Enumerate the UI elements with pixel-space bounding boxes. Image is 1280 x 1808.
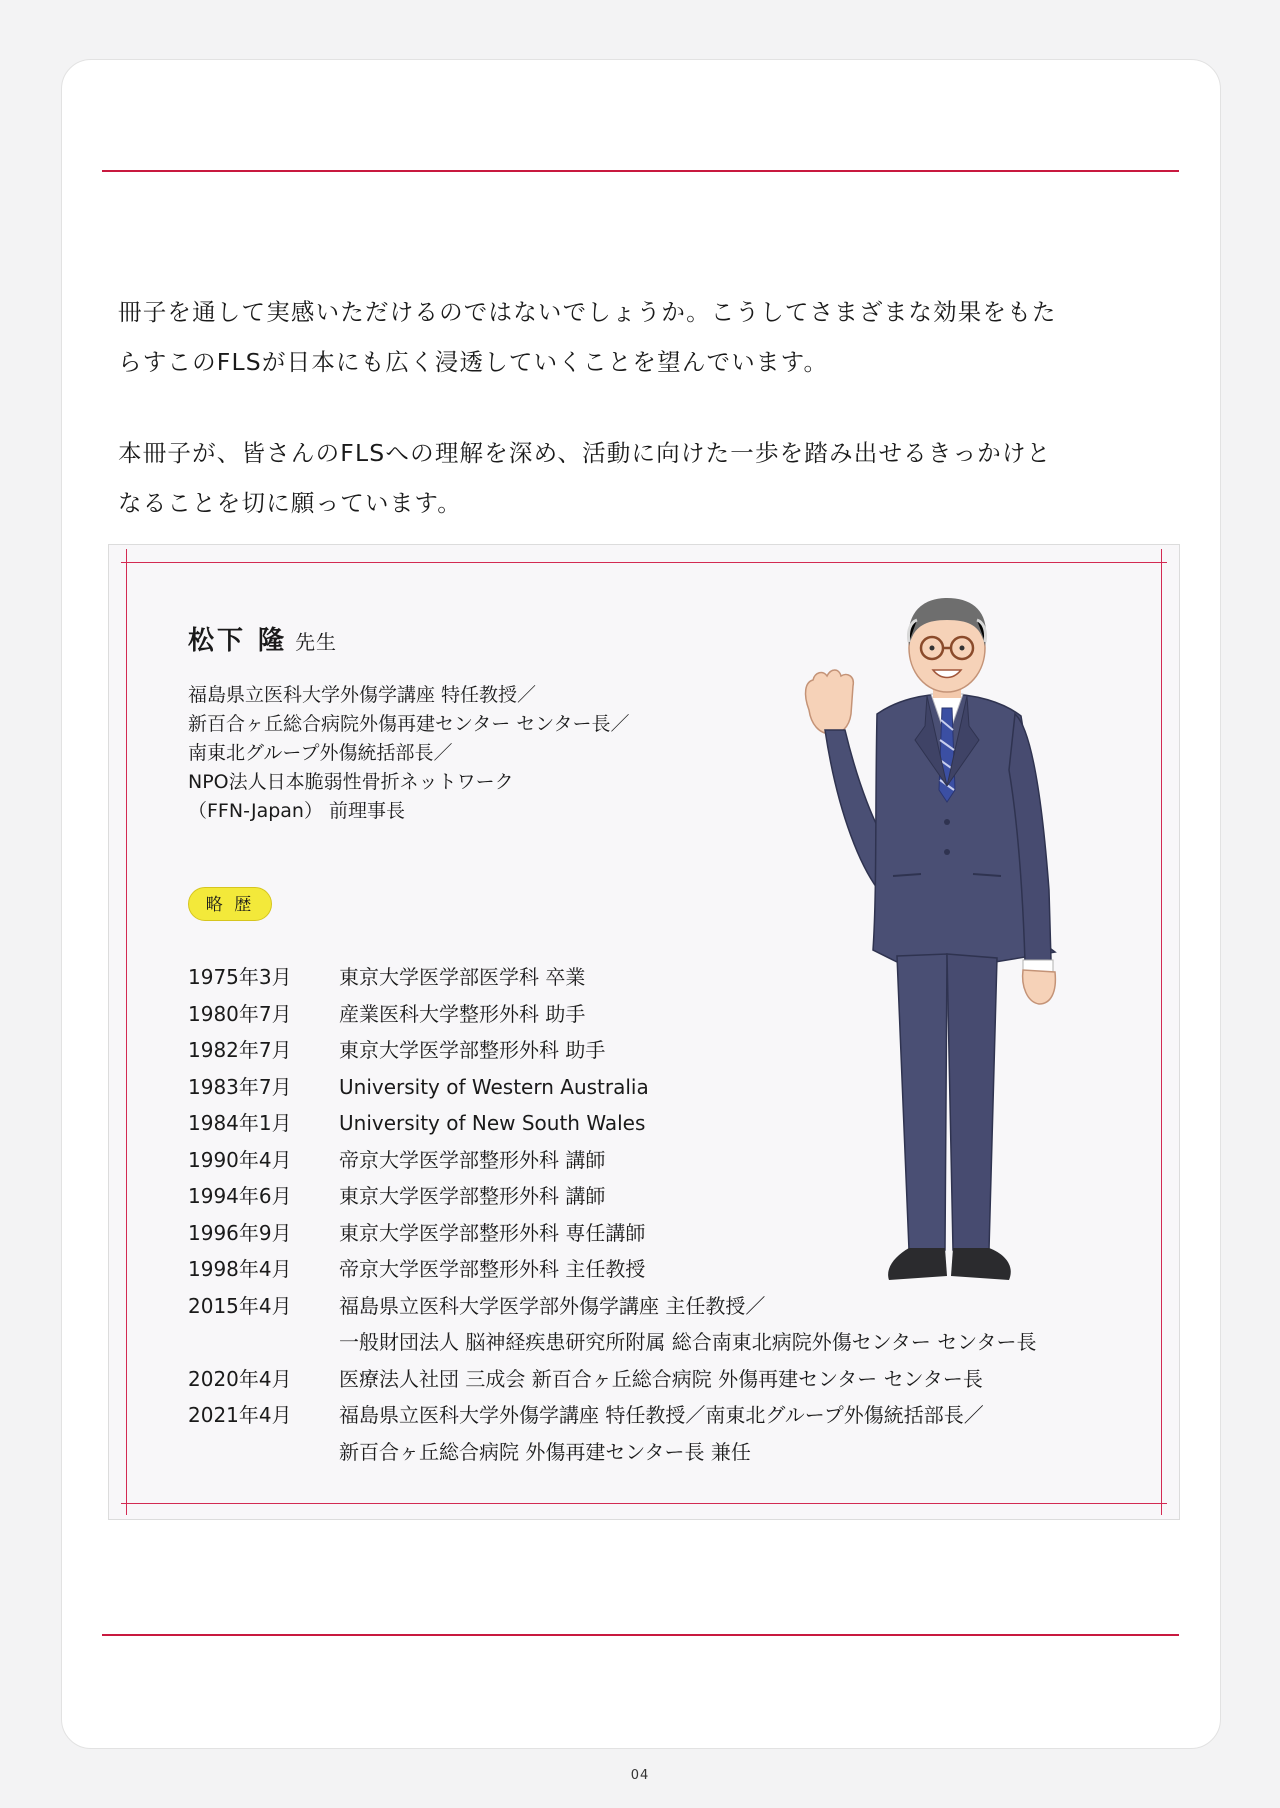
history-year: 1994年6月 bbox=[188, 1184, 292, 1208]
history-badge: 略 歴 bbox=[188, 887, 272, 921]
history-event: 福島県立医科大学医学部外傷学講座 主任教授／ bbox=[339, 1293, 766, 1318]
history-year: 1996年9月 bbox=[188, 1220, 292, 1245]
history-event: University of New South Wales bbox=[339, 1111, 646, 1135]
history-year: 1983年7月 bbox=[188, 1074, 292, 1099]
affiliation-list bbox=[188, 681, 630, 826]
affiliation-line: 新百合ヶ丘総合病院外傷再建センター センター長／ bbox=[188, 713, 630, 735]
history-year: 1980年7月 bbox=[188, 1001, 292, 1026]
history-event: 東京大学医学部医学科 卒業 bbox=[339, 965, 586, 989]
history-event: 東京大学医学部整形外科 専任講師 bbox=[339, 1220, 646, 1245]
top-rule bbox=[102, 170, 1179, 172]
history-event: 東京大学医学部整形外科 助手 bbox=[339, 1038, 606, 1062]
history-year: 1982年7月 bbox=[188, 1038, 292, 1062]
history-event: 一般財団法人 脳神経疾患研究所附属 総合南東北病院外傷センター センター長 bbox=[339, 1330, 1037, 1354]
bottom-rule bbox=[102, 1634, 1179, 1636]
crop-line bbox=[121, 1503, 1167, 1504]
intro-paragraph-1 bbox=[118, 287, 1178, 387]
doctor-illustration bbox=[797, 590, 1077, 1330]
history-event: 福島県立医科大学外傷学講座 特任教授／南東北グループ外傷統括部長／ bbox=[339, 1403, 984, 1427]
intro-line: 本冊子が、皆さんのFLSへの理解を深め、活動に向けた一歩を踏み出せるきっかけと bbox=[118, 439, 1052, 467]
history-event: 帝京大学医学部整形外科 講師 bbox=[339, 1147, 606, 1172]
affiliation-line: 福島県立医科大学外傷学講座 特任教授／ bbox=[188, 684, 537, 706]
history-year: 1998年4月 bbox=[188, 1257, 292, 1281]
history-event: University of Western Australia bbox=[339, 1074, 649, 1099]
page-number: 04 bbox=[630, 1768, 650, 1783]
history-event: 帝京大学医学部整形外科 主任教授 bbox=[339, 1257, 646, 1281]
history-event: 医療法人社団 三成会 新百合ヶ丘総合病院 外傷再建センター センター長 bbox=[339, 1366, 983, 1391]
history-year: 1990年4月 bbox=[188, 1147, 292, 1172]
profile-name bbox=[188, 620, 337, 657]
intro-line: なることを切に願っています。 bbox=[118, 489, 462, 517]
affiliation-line: NPO法人日本脆弱性骨折ネットワーク bbox=[188, 771, 514, 793]
raised-hand-icon bbox=[806, 670, 854, 734]
person-name: 松下 隆 bbox=[188, 626, 288, 656]
history-year: 2021年4月 bbox=[188, 1403, 292, 1427]
crop-line bbox=[1161, 549, 1162, 1515]
intro-line: らすこのFLSが日本にも広く浸透していくことを望んでいます。 bbox=[118, 348, 829, 376]
history-year: 1975年3月 bbox=[188, 965, 292, 989]
crop-line bbox=[126, 549, 127, 1515]
history-event: 産業医科大学整形外科 助手 bbox=[339, 1001, 586, 1026]
crop-line bbox=[121, 562, 1167, 563]
history-year: 1984年1月 bbox=[188, 1111, 292, 1135]
profile-box bbox=[108, 544, 1180, 1520]
history-year: 2020年4月 bbox=[188, 1366, 292, 1391]
honorific: 先生 bbox=[295, 630, 338, 654]
intro-paragraph-2 bbox=[118, 428, 1178, 528]
affiliation-line: 南東北グループ外傷統括部長／ bbox=[188, 742, 453, 764]
history-event: 新百合ヶ丘総合病院 外傷再建センター長 兼任 bbox=[339, 1439, 751, 1464]
affiliation-line: （FFN-Japan） 前理事長 bbox=[188, 800, 406, 822]
history-year: 2015年4月 bbox=[188, 1293, 292, 1318]
intro-line: 冊子を通して実感いただけるのではないでしょうか。こうしてさまざまな効果をもた bbox=[118, 298, 1057, 326]
history-event: 東京大学医学部整形外科 講師 bbox=[339, 1184, 606, 1208]
